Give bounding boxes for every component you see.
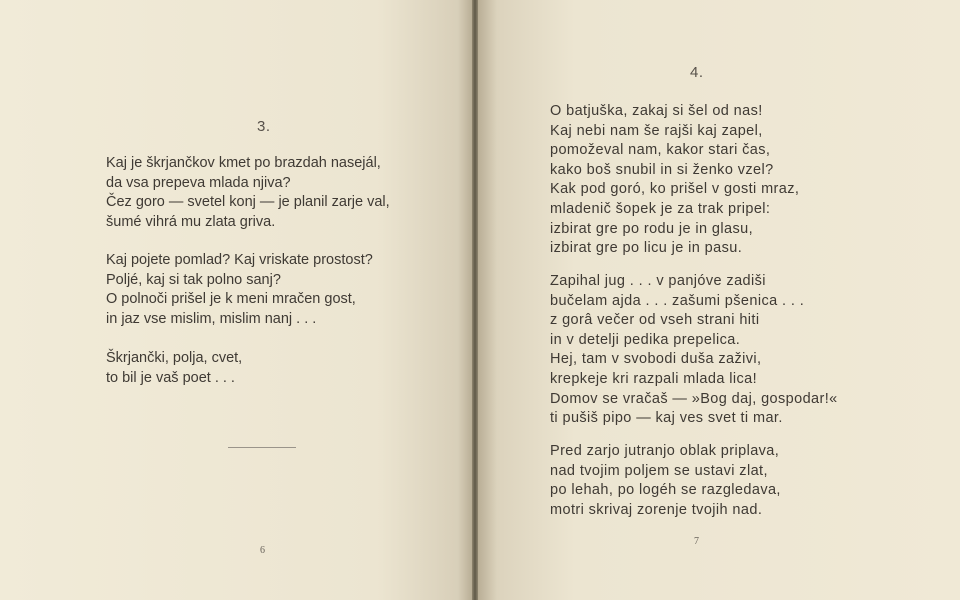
verse-line: nad tvojim poljem se ustavi zlat, bbox=[550, 462, 768, 479]
page-number-left: 6 bbox=[260, 545, 265, 556]
verse-line: šumé vihrá mu zlata griva. bbox=[106, 213, 276, 230]
right-page bbox=[478, 0, 960, 600]
verse-line: izbirat gre po rodu je in glasu, bbox=[550, 220, 754, 237]
verse-line: pomoževal nam, kakor stari čas, bbox=[550, 142, 771, 159]
verse-line: Kak pod goró, ko prišel v gosti mraz, bbox=[550, 181, 800, 198]
verse-line: izbirat gre po licu je in pasu. bbox=[550, 240, 743, 257]
verse-line: kako boš snubil in si ženko vzel? bbox=[550, 161, 774, 178]
verse-line: Poljé, kaj si tak polno sanj? bbox=[106, 271, 281, 288]
verse-line: Kaj je škrjančkov kmet po brazdah nasejál, bbox=[106, 155, 381, 171]
verse-line: Pred zarjo jutranjo oblak priplava, bbox=[550, 443, 780, 459]
verse-line: Domov se vračaš — »Bog daj, gospodar!« bbox=[550, 390, 838, 407]
verse-line: Hej, tam v svobodi duša zaživi, bbox=[550, 351, 762, 368]
section-divider bbox=[228, 447, 296, 448]
verse-line: O batjuška, zakaj si šel od nas! bbox=[550, 103, 763, 119]
poem-number-4: 4. bbox=[690, 64, 704, 81]
verse-line: po lehah, po logéh se razgledava, bbox=[550, 482, 781, 499]
verse-line: da vsa prepeva mlada njiva? bbox=[106, 174, 291, 191]
verse-line: Kaj nebi nam še rajši kaj zapel, bbox=[550, 122, 763, 139]
verse-line: in v detelji pedika prepelica. bbox=[550, 331, 741, 348]
stanza-1 bbox=[550, 102, 799, 259]
page-number-right: 7 bbox=[694, 536, 699, 547]
verse-line: motri skrivaj zorenje tvojih nad. bbox=[550, 501, 763, 518]
verse-line: in jaz vse mislim, mislim nanj . . . bbox=[106, 310, 317, 327]
verse-line: Škrjančki, polja, cvet, bbox=[106, 350, 243, 366]
stanza-3 bbox=[106, 349, 242, 388]
stanza-2 bbox=[106, 251, 373, 329]
verse-line: O polnoči prišel je k meni mračen gost, bbox=[106, 291, 356, 308]
verse-line: mladenič šopek je za trak pripel: bbox=[550, 200, 771, 217]
verse-line: Čez goro — svetel konj — je planil zarje val, bbox=[106, 194, 390, 211]
stanza-1 bbox=[106, 154, 390, 232]
stanza-3 bbox=[550, 442, 781, 520]
verse-line: ti pušiš pipo — kaj ves svet ti mar. bbox=[550, 410, 783, 427]
left-page bbox=[0, 0, 472, 600]
verse-line: to bil je vaš poet . . . bbox=[106, 369, 235, 386]
stanza-2 bbox=[550, 272, 838, 429]
verse-line: krepkeje kri razpali mlada lica! bbox=[550, 370, 758, 387]
verse-line: z gorâ večer od vseh strani hiti bbox=[550, 312, 760, 329]
verse-line: Zapihal jug . . . v panjóve zadiši bbox=[550, 273, 766, 289]
poem-number-3: 3. bbox=[257, 118, 271, 135]
verse-line: bučelam ajda . . . zašumi pšenica . . . bbox=[550, 292, 805, 309]
verse-line: Kaj pojete pomlad? Kaj vriskate prostost? bbox=[106, 252, 373, 268]
